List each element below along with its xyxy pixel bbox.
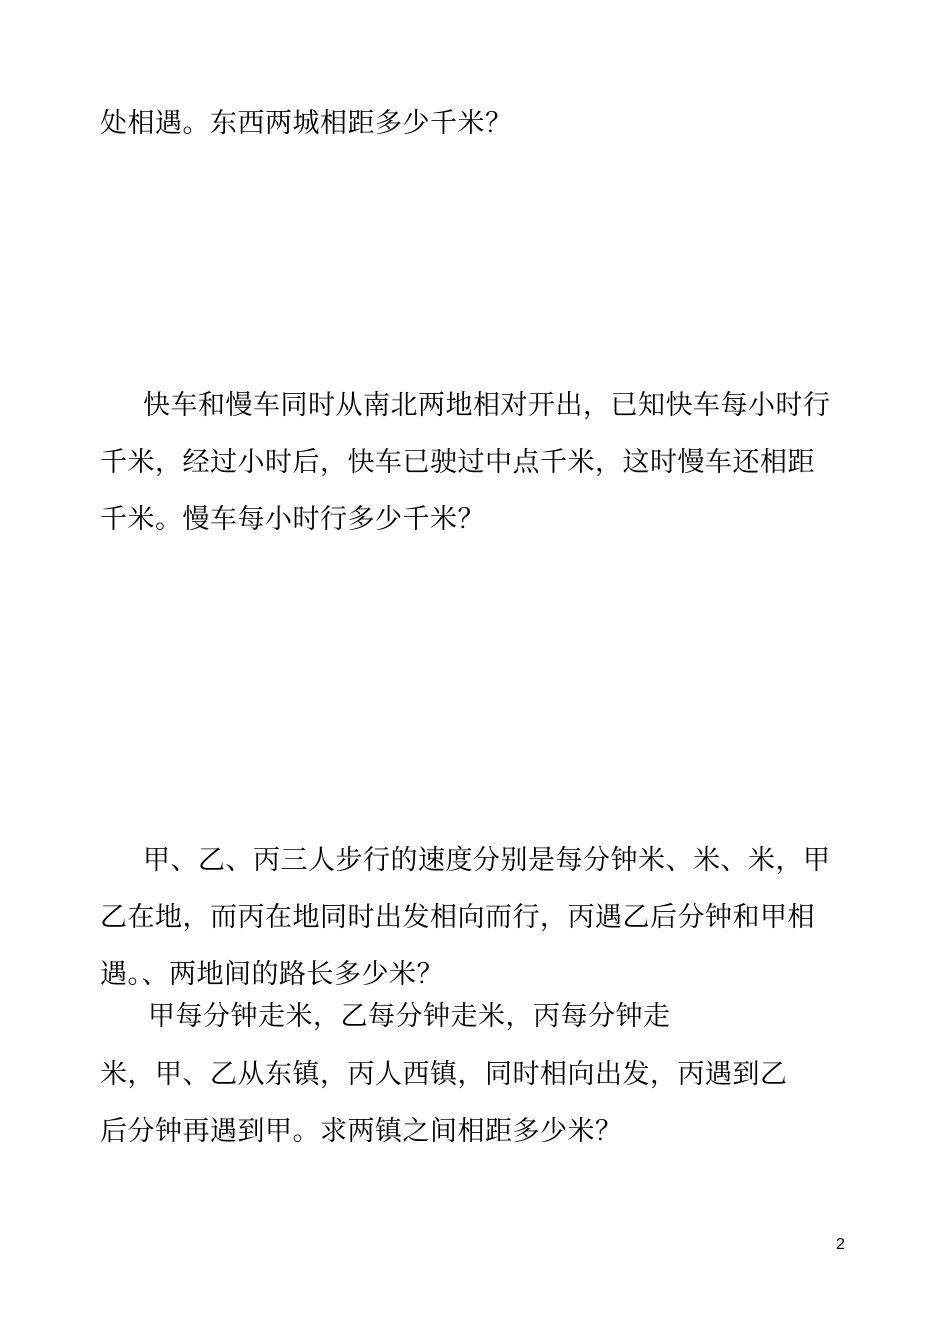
problem-4-line-3: 后分钟再遇到甲。求两镇之间相距多少米？ [100, 1116, 623, 1147]
problem-3-line-3: 遇。、两地间的路长多少米？ [100, 959, 444, 990]
problem-4-line-1: 甲每分钟走米，乙每分钟走米，丙每分钟走 [148, 1001, 671, 1032]
problem-2-line-2: 千米，经过小时后，快车已驶过中点千米，这时慢车还相距 [100, 447, 815, 478]
problem-2-line-3: 千米。慢车每小时行多少千米？ [100, 504, 485, 535]
problem-3-line-2: 乙在地，而丙在地同时出发相向而行，丙遇乙后分钟和甲相 [100, 902, 815, 933]
problem-3-line-1: 甲、乙、丙三人步行的速度分别是每分钟米、米、米，甲 [143, 845, 831, 876]
problem-1-line-1: 处相遇。东西两城相距多少千米？ [100, 108, 513, 139]
page-number: 2 [836, 1236, 845, 1253]
problem-4-line-2: 米，甲、乙从东镇，丙人西镇，同时相向出发，丙遇到乙 [100, 1059, 788, 1090]
problem-2-line-1: 快车和慢车同时从南北两地相对开出，已知快车每小时行 [143, 390, 831, 421]
